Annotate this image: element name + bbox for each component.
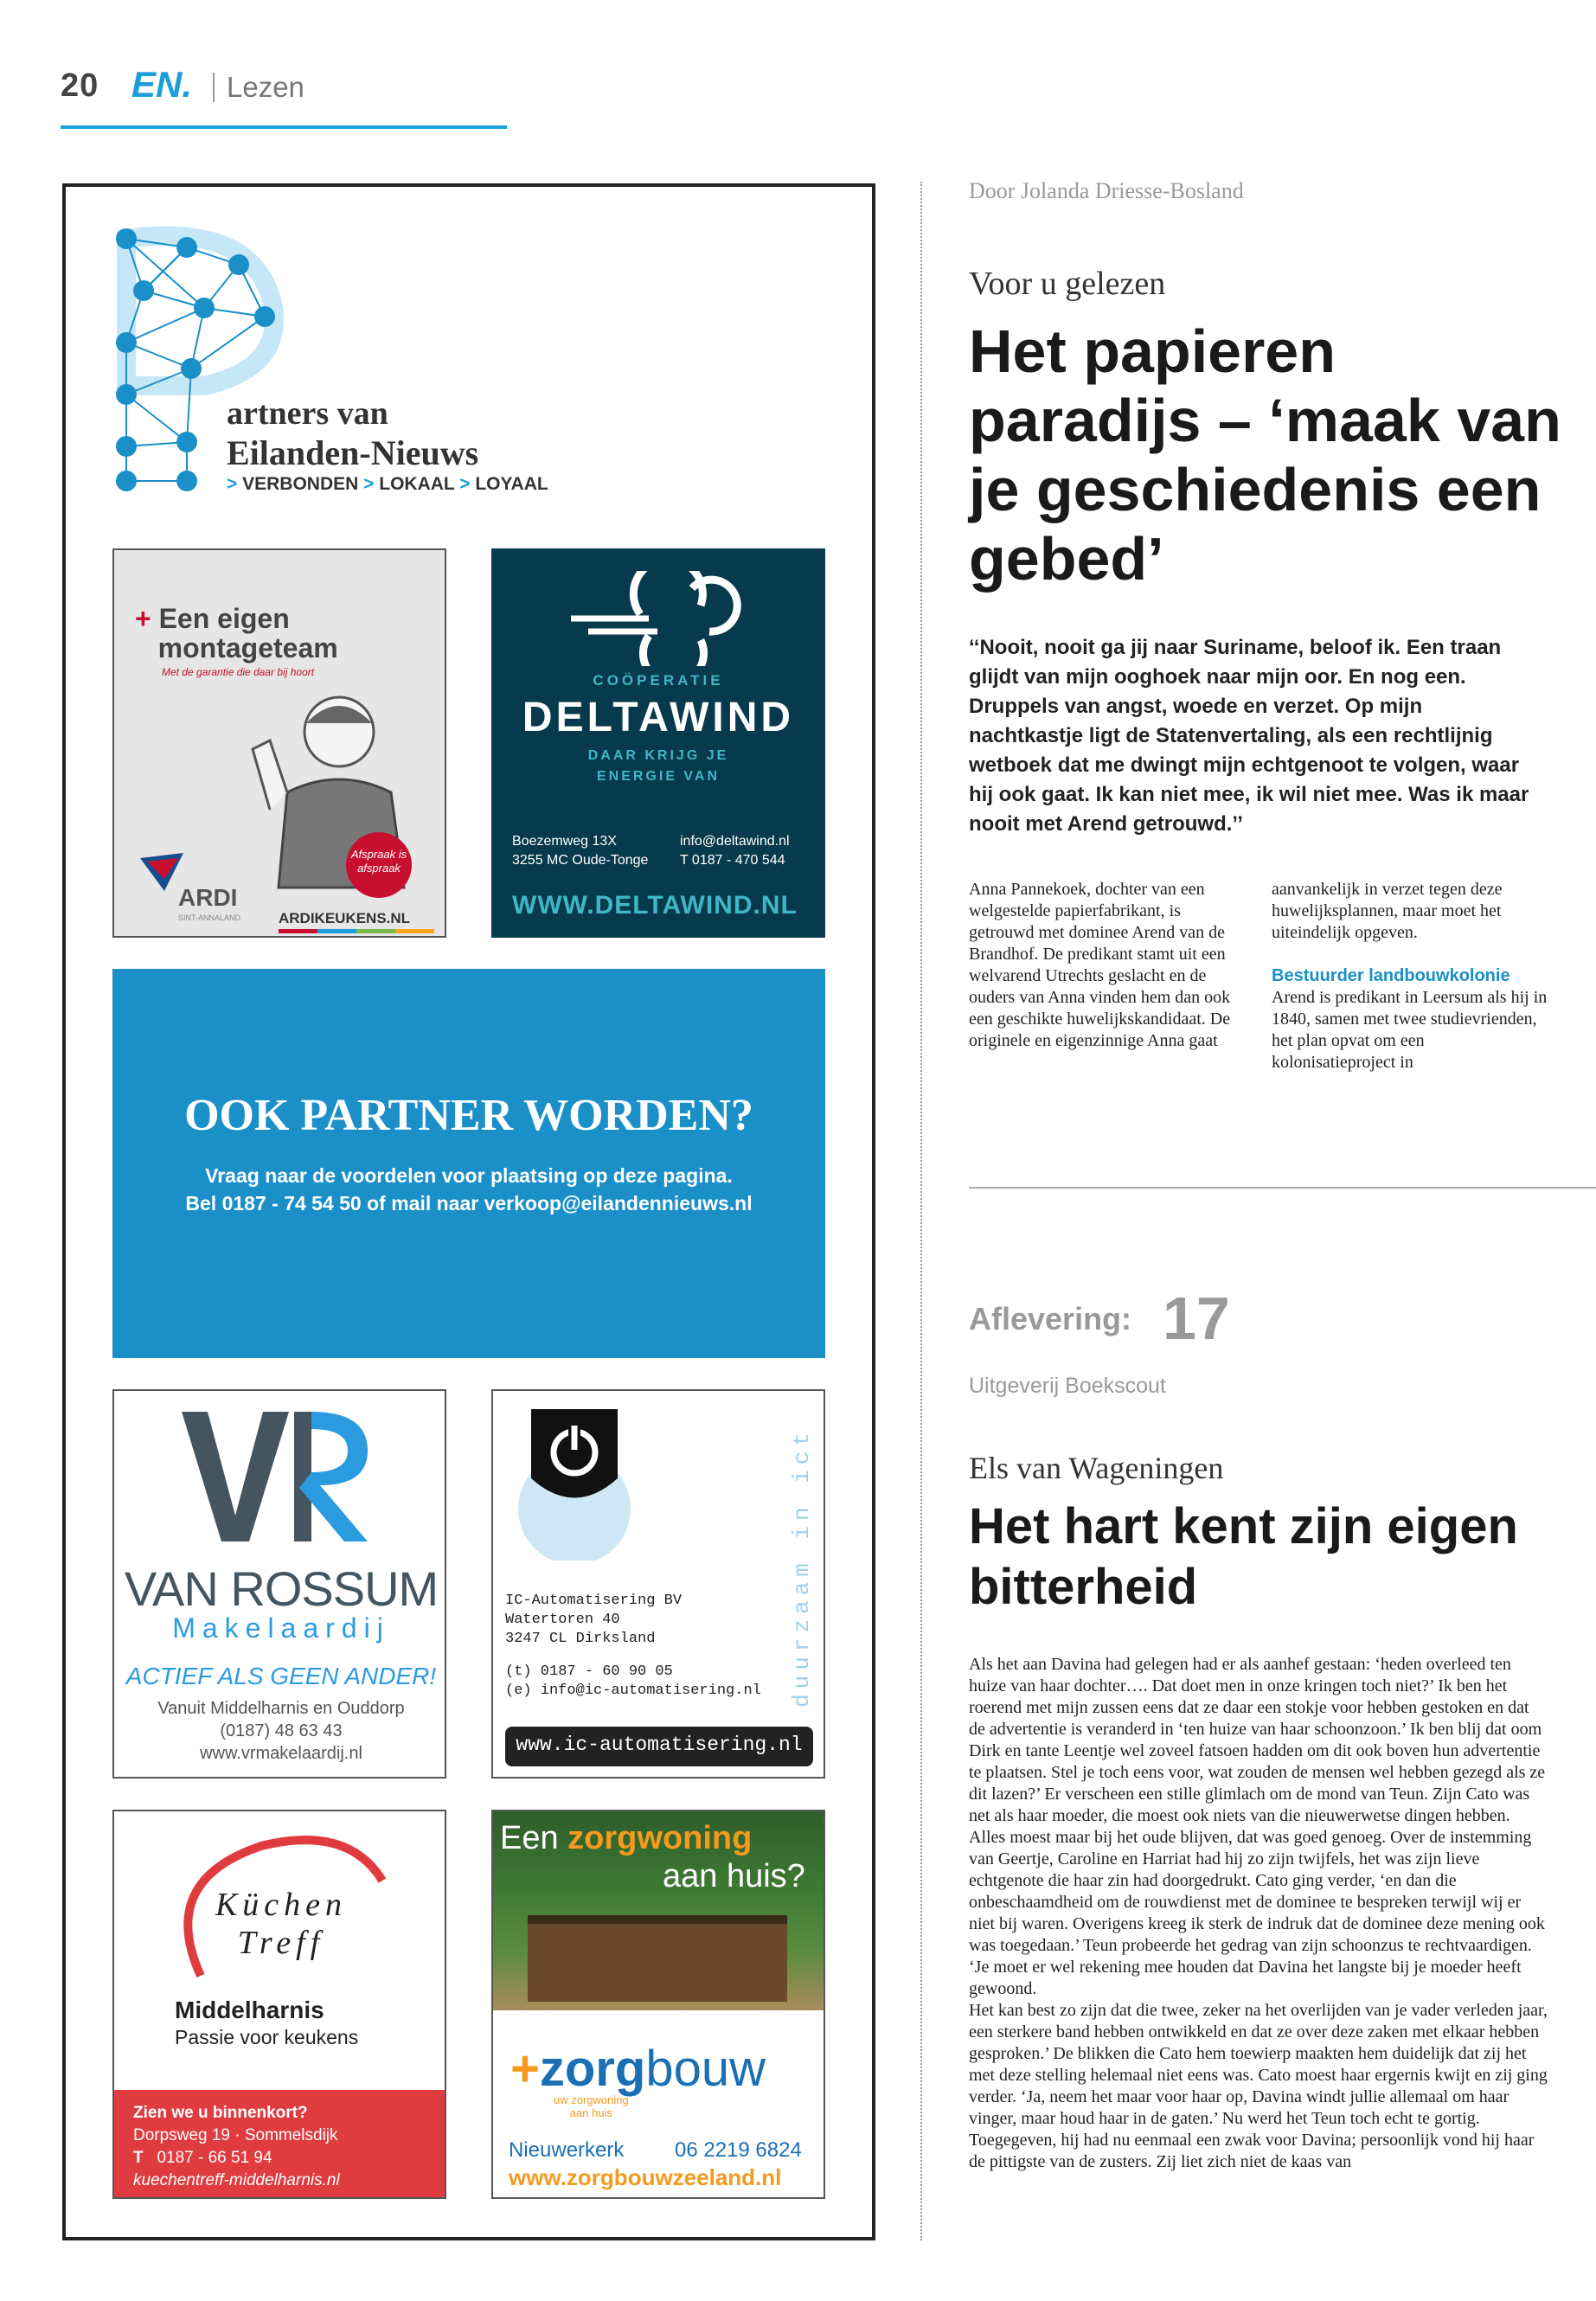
episode-label: Aflevering: (969, 1301, 1132, 1336)
kt-address: Dorpsweg 19 · Sommelsdijk (133, 2126, 338, 2144)
deltawind-logo-icon (571, 571, 744, 666)
brand-logo: EN. (131, 64, 193, 105)
deltawind-email[interactable]: info@deltawind.nl (680, 834, 790, 849)
deltawind-coop: COÖPERATIE (593, 672, 724, 689)
column-divider (920, 182, 922, 2240)
kt-cta: Zien we u binnenkort? (133, 2104, 308, 2122)
vr-slogan: ACTIEF ALS GEEN ANDER! (125, 1663, 437, 1689)
partners-logo-tagline: > VERBONDEN > LOKAAL > LOYAAL (227, 474, 548, 494)
ardi-brand-name: ARDI (178, 884, 238, 911)
deltawind-city: 3255 MC Oude-Tonge (512, 853, 649, 868)
ardi-url[interactable]: ARDIKEUKENS.NL (279, 910, 411, 926)
ardi-color-bars (279, 929, 434, 933)
deltawind-advertisement[interactable] (491, 548, 825, 938)
vr-url[interactable]: www.vrmakelaardij.nl (200, 1744, 362, 1763)
partner-cta-banner (112, 969, 825, 1358)
vr-name: VAN ROSSUM (124, 1561, 439, 1616)
article-body-column-1: Anna Pannekoek, dochter van een welgestelde papierfabrikant, is getrouwd met dominee Arend van de Brandhof. De predikant stamt uit een welvarend Utrechts geslacht en de ouders van Anna vinden hem dan ook een geschikte huwelijkskandidaat. De originele en eigenzinnige Anna gaat (969, 880, 1231, 1050)
zorgbouw-brand: +zorgbouw (510, 2041, 766, 2097)
kt-logo-line2: Treff (237, 1925, 325, 1961)
kt-logo-line1: Küchen (215, 1887, 348, 1923)
ardi-subline: Met de garantie die daar bij hoort (162, 666, 315, 678)
van-rossum-advertisement[interactable] (112, 1389, 446, 1779)
article-lead: ‘‘Nooit, nooit ga jij naar Suriname, beloof ik. Een traan glijdt van mijn ooghoek naar mijn oor. En nog een. Druppels van angst, woede en verzet. Op mijn nachtkastje ligt de Statenvertaling, als een rechtlijnig wetboek dat me dwingt mijn echtgenoot te volgen, waar hij ook gaat. Ik kan niet mee, ik wil niet mee. Was ik maar nooit met Arend getrouwd.’’ (969, 636, 1529, 836)
deltawind-name: DELTAWIND (522, 695, 795, 740)
section-name: Lezen (227, 71, 304, 103)
article-subhead: Bestuurder landbouwkolonie (1272, 966, 1510, 985)
cta-line-1: Vraag naar de voordelen voor plaatsing op deze pagina. (205, 1164, 733, 1187)
vr-subtitle: Makelaardij (172, 1612, 390, 1644)
partners-logo-name: Eilanden-Nieuws (227, 433, 479, 472)
page-number: 20 (61, 67, 99, 104)
kt-tagline: Passie voor keukens (175, 2026, 359, 2048)
vr-phone: (0187) 48 63 43 (220, 1721, 343, 1740)
vr-logo-icon (182, 1403, 381, 1550)
kt-url[interactable]: kuechentreff-middelharnis.nl (133, 2171, 340, 2189)
publisher: Uitgeverij Boekscout (969, 1374, 1166, 1398)
story-author: Els van Wageningen (969, 1451, 1224, 1485)
zb-url[interactable]: www.zorgbouwzeeland.nl (509, 2164, 782, 2190)
deltawind-slogan: DAAR KRIJG JE ENERGIE VAN (587, 748, 729, 784)
article-body-column-2: aanvankelijk in verzet tegen deze huwelijksplannen, maar moet het uiteindelijk opgeven. Bestuurder landbouwkolonie Arend is predikant in Leersum als hij in 1840, samen met twee studievrienden, het plan opvat om een kolonisatieproject in (1272, 880, 1548, 1072)
ic-automatisering-advertisement[interactable] (491, 1389, 825, 1779)
story-title: Het hart kent zijn eigen bitterheid (969, 1498, 1518, 1615)
zb-subline: uw zorgwoning aan huis (554, 2093, 629, 2119)
ic-power-logo-icon (505, 1405, 678, 1561)
deltawind-url[interactable]: WWW.DELTAWIND.NL (512, 891, 798, 920)
kt-city: Middelharnis (175, 1997, 324, 2023)
afspraak-badge: Afspraak is afspraak (346, 832, 412, 898)
ic-address: IC-Automatisering BV Watertoren 40 3247 CL Dirksland (505, 1593, 683, 1647)
zb-headline: Een zorgwoning (500, 1820, 753, 1856)
article-title: Het papieren paradijs – ‘maak van je geschiedenis een gebed’ (969, 317, 1561, 593)
article-rubric: Voor u gelezen (969, 266, 1166, 302)
ic-contact: (t) 0187 - 60 90 05 (e) info@ic-automatisering.nl (505, 1663, 761, 1699)
ic-url[interactable]: www.ic-automatisering.nl (516, 1734, 803, 1756)
article-byline: Door Jolanda Driesse-Bosland (969, 178, 1244, 203)
ardi-logo-icon (140, 853, 183, 893)
ic-vertical-slogan (784, 1408, 818, 1711)
zorgwoning-house-shape (528, 1915, 787, 2002)
ardi-advertisement[interactable] (112, 548, 446, 938)
section-divider (969, 1187, 1596, 1189)
vr-locations: Vanuit Middelharnis en Ouddorp (157, 1699, 405, 1718)
zorgbouw-advertisement[interactable] (491, 1810, 825, 2199)
kuchen-treff-advertisement[interactable] (112, 1810, 446, 2199)
story-body: Als het aan Davina had gelegen had er als aanhef gestaan: ‘heden overleed ten huize van haar dochter…. Dat doet men in onze kringen toch niet?’ Ik ben het roerend met mijn zussen eens dat ze daar een stokje voor hebben gestoken en dat de advertentie is veranderd in ‘ten huize van haar schoonzoon.’ Ik ben blij dat oom Dirk en tante Leentje wel zoveel fatsoen hadden om dit ook boven hun advertentie te plaatsen. Stel je toch eens voor, wat zouden de mensen wel hebben gezegd als ze dit lazen?’ Er verscheen een stille glimlach om de mond van Teun. Zijn Cato was net als haar moeder, die moest ook niets van die nieuwerwetse dingen hebben. Alles moest maar bij het oude blijven, dat was goed genoeg. Over de instemming van Geertje, Caroline en Harriat had hij zo zijn twijfels, het was zijn lieve echtgenote die haar zin had doorgedrukt. Cato ging verder, ‘en dan die onbeschaamdheid om de rouwdienst met de dominee te bespreken terwijl wij er niet bij waren. Overigens kreeg ik sterk de indruk dat de dominee deze mening ook was toegedaan.’ Teun probeerde het gedrag van zijn schoonzus te rechtvaardigen. ‘Je moet er wel rekening mee houden dat Davina het langste bij je moeder heeft gewoond. Het kan best zo zijn dat die twee, zeker na het overlijden van je vader verleden jaar, een sterkere band hebben ontwikkeld en dat ze over deze zaken met elkaar hebben gesproken.’ De blikken die Cato hem toewierp maakten hem duidelijk dat zij het met deze stelling helemaal niet eens was. Cato moest haar ergernis kwijt en zij ging verder. ‘Ja, neem het maar voor haar op, Davina windt jullie allemaal om haar vinger, maar houd haar in de gaten.’ Nu werd het Teun toch echt te gortig. Toegegeven, hij had nu eenmaal een zwak voor Davina; persoonlijk vond hij haar de pittigste van de zusters. Zij liet zich niet de kaas van (969, 1655, 1548, 2171)
deltawind-phone: T 0187 - 470 544 (680, 853, 785, 868)
cta-title: OOK PARTNER WORDEN? (184, 1091, 753, 1140)
ardi-place: SINT-ANNALAND (178, 913, 241, 922)
zb-headline-2: aan huis? (663, 1858, 805, 1894)
kt-phone: T 0187 - 66 51 94 (133, 2149, 272, 2167)
episode-number: 17 (1163, 1285, 1230, 1352)
ardi-headline: + Een eigen montageteam (135, 603, 338, 663)
header-rule (61, 125, 507, 129)
zb-place: Nieuwerkerk (509, 2138, 625, 2162)
header-separator (213, 73, 215, 102)
cta-line-2[interactable]: Bel 0187 - 74 54 50 of mail naar verkoop@eilandennieuws.nl (185, 1192, 753, 1215)
partners-logo-word: artners van (227, 395, 388, 432)
zb-phone: 06 2219 6824 (675, 2138, 802, 2162)
svg-text:duurzaam in ict: duurzaam in ict (789, 1426, 815, 1708)
deltawind-street: Boezemweg 13X (512, 834, 617, 849)
